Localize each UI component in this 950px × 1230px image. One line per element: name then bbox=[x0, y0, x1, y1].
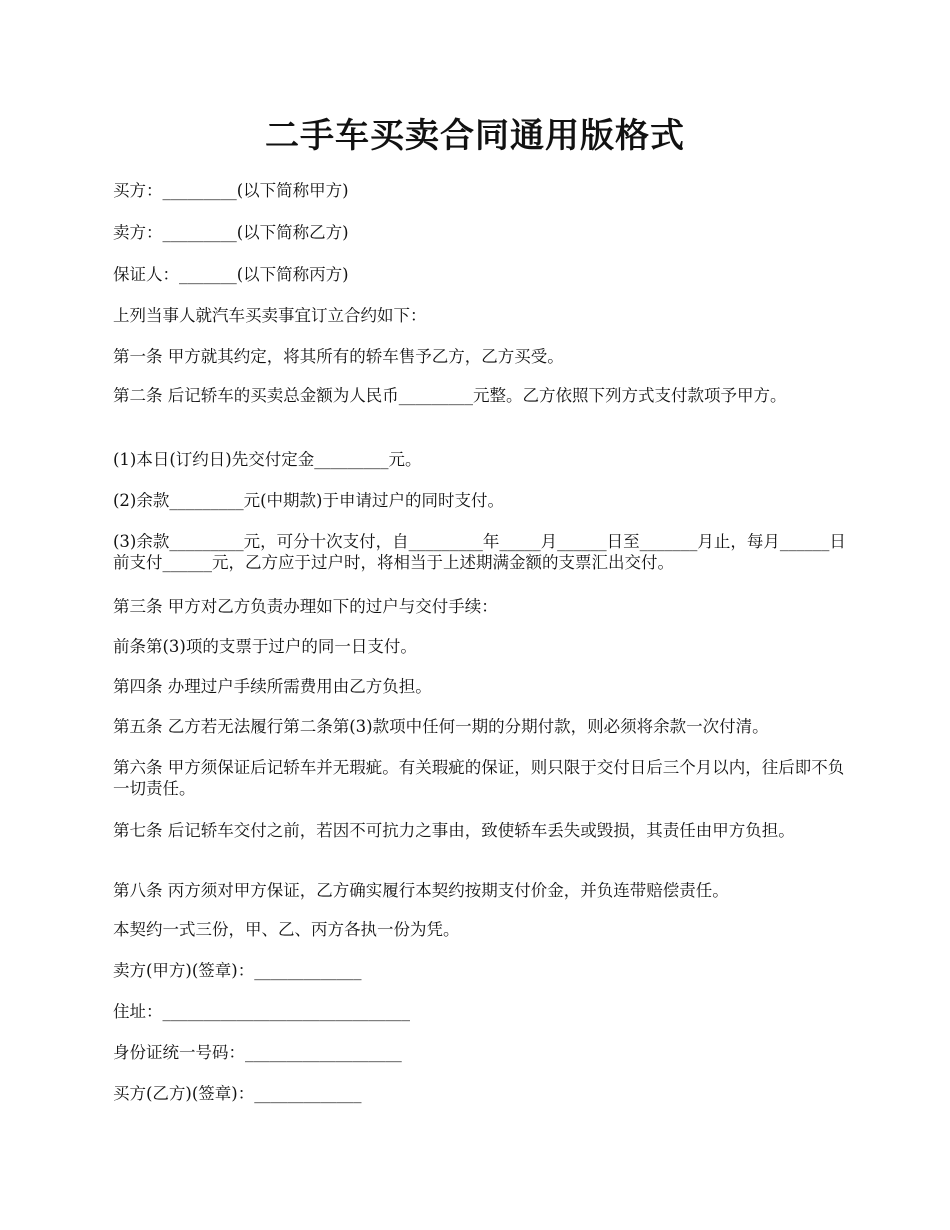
article-2-item-3: (3)余款_________元，可分十次支付，自_________年_____月______日至_______月止，每月______日前支付______元，乙方应于过户时，将相当于上述期满金额的支票汇出交付。 bbox=[113, 532, 846, 572]
buyer-line: 买方：_________(以下简称甲方) bbox=[113, 181, 349, 200]
article-4: 第四条 办理过户手续所需费用由乙方负担。 bbox=[113, 677, 432, 696]
article-5: 第五条 乙方若无法履行第二条第(3)款项中任何一期的分期付款，则必须将余款一次付清。 bbox=[113, 717, 769, 736]
article-7: 第七条 后记轿车交付之前，若因不可抗力之事由，致使轿车丢失或毁损，其责任由甲方负担。 bbox=[113, 821, 795, 840]
seller-signature: 卖方(甲方)(签章)：_____________ bbox=[113, 961, 362, 980]
address-line: 住址：______________________________ bbox=[113, 1002, 410, 1021]
preamble: 上列当事人就汽车买卖事宜订立合约如下： bbox=[113, 306, 427, 325]
article-2-item-1: (1)本日(订约日)先交付定金_________元。 bbox=[113, 450, 422, 469]
article-6: 第六条 甲方须保证后记轿车并无瑕疵。有关瑕疵的保证，则只限于交付日后三个月以内，往后即不负一切责任。 bbox=[113, 758, 845, 798]
id-number-line: 身份证统一号码：___________________ bbox=[113, 1043, 402, 1062]
article-2: 第二条 后记轿车的买卖总金额为人民币_________元整。乙方依照下列方式支付款项予甲方。 bbox=[113, 386, 787, 405]
article-1: 第一条 甲方就其约定，将其所有的轿车售予乙方，乙方买受。 bbox=[113, 347, 564, 366]
guarantor-line: 保证人：_______(以下简称丙方) bbox=[113, 265, 349, 284]
copies-clause: 本契约一式三份，甲、乙、丙方各执一份为凭。 bbox=[113, 920, 460, 939]
seller-line: 卖方：_________(以下简称乙方) bbox=[113, 223, 349, 242]
document-title: 二手车买卖合同通用版格式 bbox=[265, 116, 685, 156]
article-2-item-2: (2)余款_________元(中期款)于申请过户的同时支付。 bbox=[113, 491, 504, 510]
article-3-detail: 前条第(3)项的支票于过户的同一日支付。 bbox=[113, 637, 417, 656]
article-8: 第八条 丙方须对甲方保证，乙方确实履行本契约按期支付价金，并负连带赔偿责任。 bbox=[113, 881, 729, 900]
article-3: 第三条 甲方对乙方负责办理如下的过户与交付手续： bbox=[113, 597, 498, 616]
buyer-signature: 买方(乙方)(签章)：_____________ bbox=[113, 1084, 362, 1103]
